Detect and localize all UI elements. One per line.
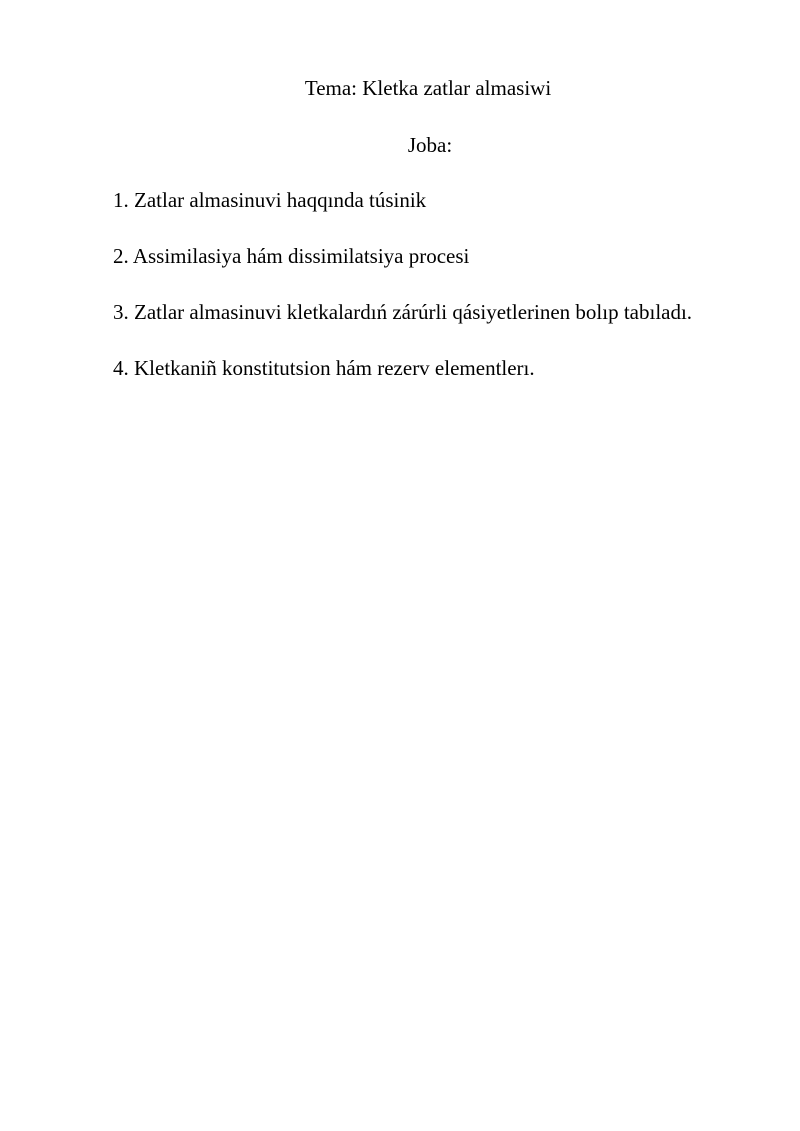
plan-list [113,186,692,410]
plan-item-4: 4. Kletkaniñ konstitutsion hám rezerv elementlerı. [113,356,535,380]
plan-item-1: 1. Zatlar almasinuvi haqqında túsinik [113,188,427,212]
document-title: Tema: Kletka zatlar almasiwi [304,76,552,100]
plan-item-2: 2. Assimilasiya hám dissimilatsiya procesi [113,244,470,268]
plan-heading: Joba: [407,133,453,157]
plan-item-3: 3. Zatlar almasinuvi kletkalardıń zárúrli qásiyetlerinen bolıp tabıladı. [113,300,693,324]
